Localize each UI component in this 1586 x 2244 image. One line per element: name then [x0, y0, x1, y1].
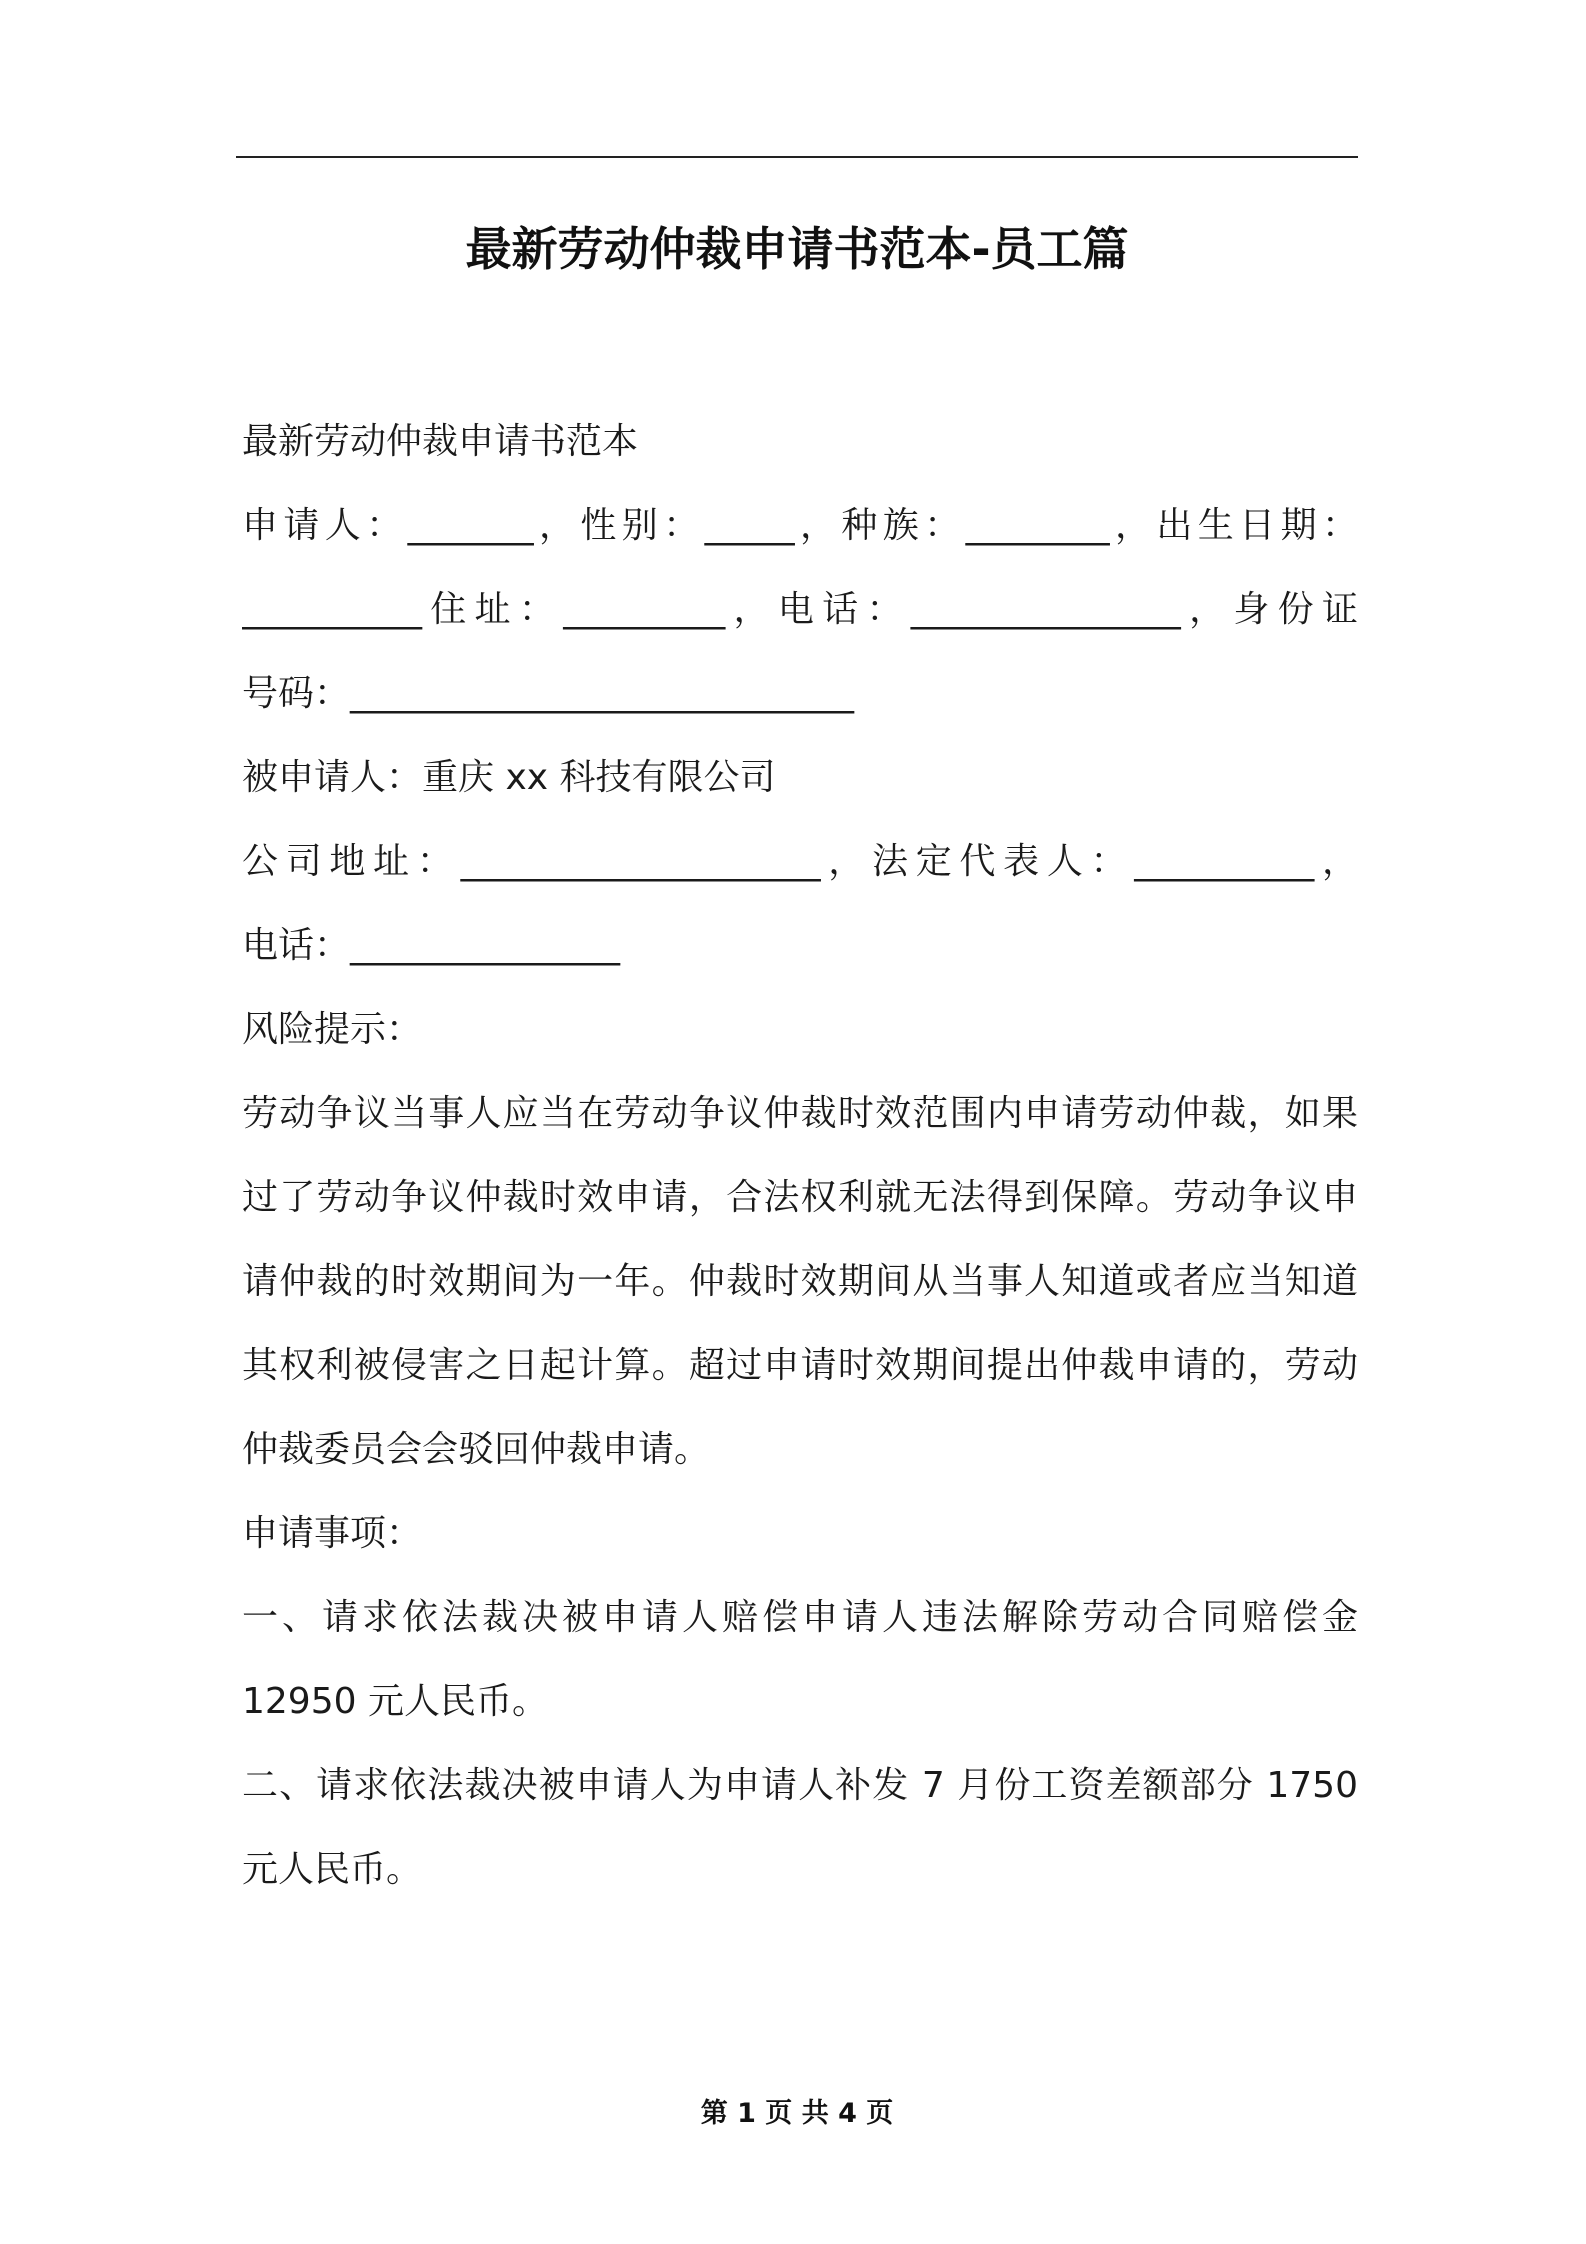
risk-paragraph-line-2: 过了劳动争议仲裁时效申请，合法权利就无法得到保障。劳动争议申 — [242, 1177, 1358, 1218]
claim-2-line-1: 二、请求依法裁决被申请人为申请人补发 7 月份工资差额部分 1750 — [242, 1765, 1358, 1806]
applicant-info-line-3: 号码：____________________________ — [242, 673, 855, 714]
claim-1-line-2: 12950 元人民币。 — [242, 1681, 548, 1722]
claims-heading: 申请事项： — [242, 1513, 423, 1554]
applicant-info-line-2: __________住址：_________，电话：_______________，身份证 — [242, 589, 1358, 630]
page-number-footer: 第 1 页 共 4 页 — [700, 2098, 894, 2129]
risk-heading: 风险提示： — [242, 1009, 423, 1050]
risk-paragraph-line-4: 其权利被侵害之日起计算。超过申请时效期间提出仲裁申请的，劳动 — [242, 1345, 1358, 1386]
risk-paragraph-line-3: 请仲裁的时效期间为一年。仲裁时效期间从当事人知道或者应当知道 — [242, 1261, 1358, 1302]
applicant-info-line-1: 申请人：_______，性别：_____，种族：________，出生日期： — [242, 505, 1358, 546]
document-body — [242, 400, 1358, 1912]
header-rule — [236, 156, 1358, 158]
company-info-line-2: 电话：_______________ — [242, 925, 621, 966]
risk-paragraph-line-1: 劳动争议当事人应当在劳动争议仲裁时效范围内申请劳动仲裁，如果 — [242, 1093, 1358, 1134]
company-info-line-1: 公司地址：____________________，法定代表人：__________， — [242, 841, 1358, 882]
risk-paragraph-line-5: 仲裁委员会会驳回仲裁申请。 — [242, 1429, 711, 1470]
respondent-line: 被申请人：重庆 xx 科技有限公司 — [242, 757, 776, 798]
claim-2-line-2: 元人民币。 — [242, 1849, 423, 1890]
document-title: 最新劳动仲裁申请书范本-员工篇 — [465, 222, 1129, 276]
subtitle-line: 最新劳动仲裁申请书范本 — [242, 421, 639, 462]
claim-1-line-1: 一、请求依法裁决被申请人赔偿申请人违法解除劳动合同赔偿金 — [242, 1597, 1358, 1638]
